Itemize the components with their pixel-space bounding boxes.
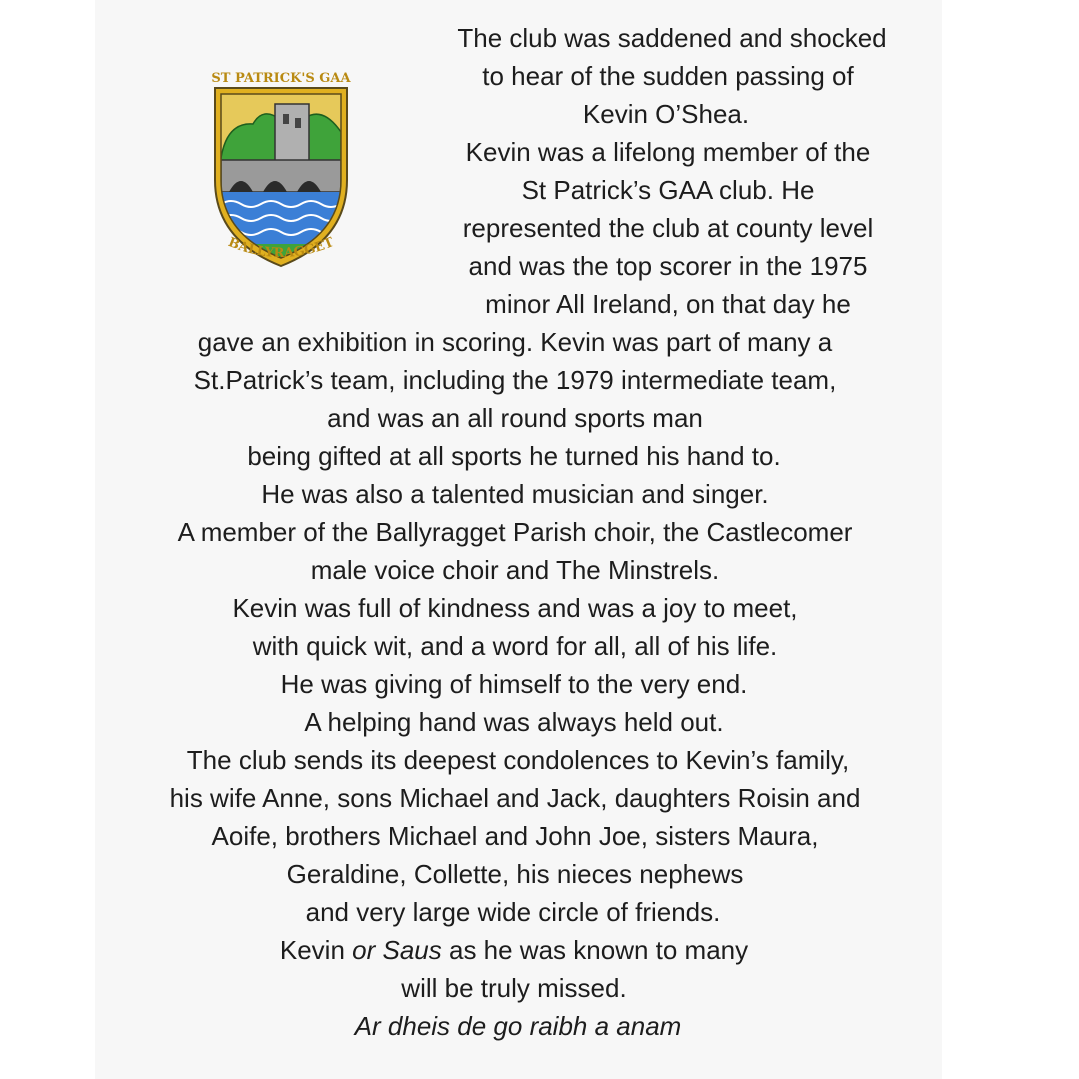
text-line: The club was saddened and shocked bbox=[457, 23, 887, 53]
text-line: minor All Ireland, on that day he bbox=[485, 289, 851, 319]
text-line: represented the club at county level bbox=[462, 213, 874, 243]
text-line: and was the top scorer in the 1975 bbox=[468, 251, 868, 281]
text-line: St Patrick’s GAA club. He bbox=[521, 175, 815, 205]
text-line: Geraldine, Collette, his nieces nephews bbox=[286, 859, 744, 889]
crest-top-text: ST PATRICK'S GAA bbox=[211, 71, 351, 86]
text-line: gave an exhibition in scoring. Kevin was part of many a bbox=[197, 327, 833, 357]
text-line: and very large wide circle of friends. bbox=[305, 897, 721, 927]
text-segment: as he was known to many bbox=[448, 935, 749, 965]
text-line: He was also a talented musician and singer. bbox=[261, 479, 769, 509]
text-line: with quick wit, and a word for all, all of his life. bbox=[252, 631, 778, 661]
text-line-saus bbox=[280, 935, 748, 965]
text-line: Kevin O’Shea. bbox=[582, 99, 750, 129]
closing-blessing: Ar dheis de go raibh a anam bbox=[354, 1011, 682, 1041]
text-line: Kevin was a lifelong member of the bbox=[465, 137, 871, 167]
text-line: and was an all round sports man bbox=[327, 403, 703, 433]
text-line: will be truly missed. bbox=[401, 973, 627, 1003]
text-segment: Kevin bbox=[279, 935, 345, 965]
text-line: to hear of the sudden passing of bbox=[482, 61, 854, 91]
text-line: his wife Anne, sons Michael and Jack, daughters Roisin and bbox=[169, 783, 861, 813]
text-line: He was giving of himself to the very end. bbox=[280, 669, 748, 699]
text-line: A helping hand was always held out. bbox=[304, 707, 724, 737]
text-line: Aoife, brothers Michael and John Joe, sisters Maura, bbox=[211, 821, 819, 851]
crest-bottom-text: BALLYRAGGET bbox=[225, 235, 337, 262]
text-line: St.Patrick’s team, including the 1979 intermediate team, bbox=[193, 365, 837, 395]
text-line: The club sends its deepest condolences to Kevin’s family, bbox=[186, 745, 850, 775]
text-line: A member of the Ballyragget Parish choir, the Castlecomer bbox=[177, 517, 853, 547]
text-line: male voice choir and The Minstrels. bbox=[310, 555, 720, 585]
text-line: being gifted at all sports he turned his hand to. bbox=[247, 441, 781, 471]
text-line: Kevin was full of kindness and was a joy to meet, bbox=[232, 593, 798, 623]
nickname-italic: or Saus bbox=[352, 935, 442, 965]
club-crest-logo bbox=[193, 62, 369, 272]
